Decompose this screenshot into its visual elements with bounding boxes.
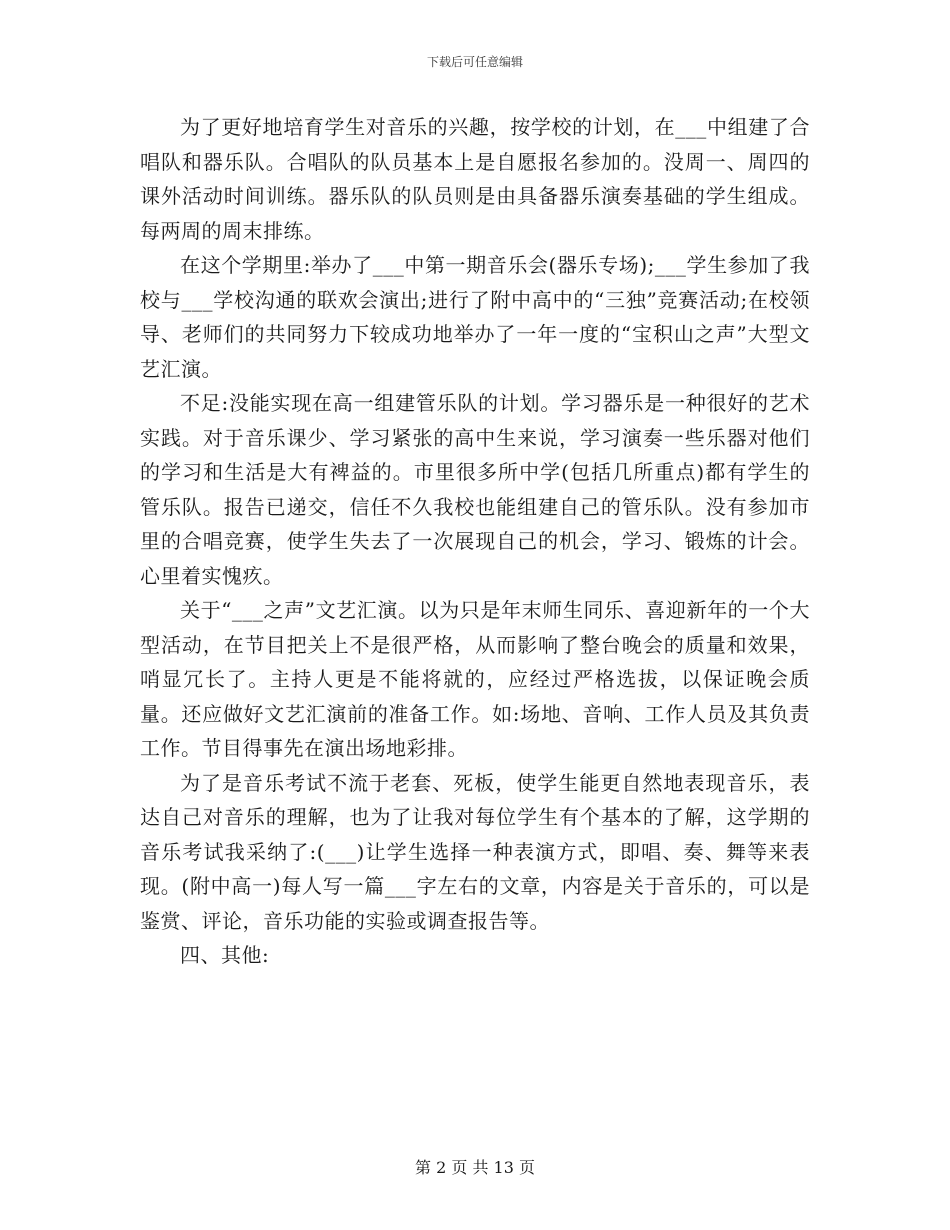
paragraph-semester-events: 在这个学期里:举办了___中第一期音乐会(器乐专场);___学生参加了我校与___学校沟通的联欢会演出;进行了附中高中的“三独”竞赛活动;在校领导、老师们的共同努力下较成功地举办了一年一度的“宝积山之声”大型文艺汇演。 (140, 253, 810, 381)
paragraph-others-heading: 四、其他: (180, 943, 270, 967)
paragraph-music-exam: 为了是音乐考试不流于老套、死板，使学生能更自然地表现音乐，表达自己对音乐的理解，也为了让我对每位学生有个基本的了解，这学期的音乐考试我采纳了:(___)让学生选择一种表演方式，即唱、奏、舞等来表现。(附中高一)每人写一篇___字左右的文章，内容是关于音乐的，可以是鉴赏、评论，音乐功能的实验或调查报告等。 (140, 770, 810, 933)
paragraph-art-show: 关于“___之声”文艺汇演。以为只是年末师生同乐、喜迎新年的一个大型活动，在节目把关上不是很严格，从而影响了整台晚会的质量和效果，哨显冗长了。主持人更是不能将就的，应经过严格选拔，以保证晚会质量。还应做好文艺汇演前的准备工作。如:场地、音响、工作人员及其负责工作。节目得事先在演出场地彩排。 (140, 598, 810, 760)
paragraph-choir-orchestra: 为了更好地培育学生对音乐的兴趣，按学校的计划，在___中组建了合唱队和器乐队。合唱队的队员基本上是自愿报名参加的。没周一、周四的课外活动时间训练。器乐队的队员则是由具备器乐演奏基础的学生组成。每两周的周末排练。 (140, 115, 810, 243)
document-body (140, 110, 810, 973)
page-header-note: 下载后可任意编辑 (426, 55, 523, 69)
paragraph-shortcomings: 不足:没能实现在高一组建管乐队的计划。学习器乐是一种很好的艺术实践。对于音乐课少、学习紧张的高中生来说，学习演奏一些乐器对他们的学习和生活是大有裨益的。市里很多所中学(包括几所重点)都有学生的管乐队。报告已递交，信任不久我校也能组建自己的管乐队。没有参加市里的合唱竞赛，使学生失去了一次展现自己的机会，学习、锻炼的计会。心里着实愧疚。 (140, 391, 810, 588)
page-number: 第 2 页 共 13 页 (415, 1158, 535, 1177)
